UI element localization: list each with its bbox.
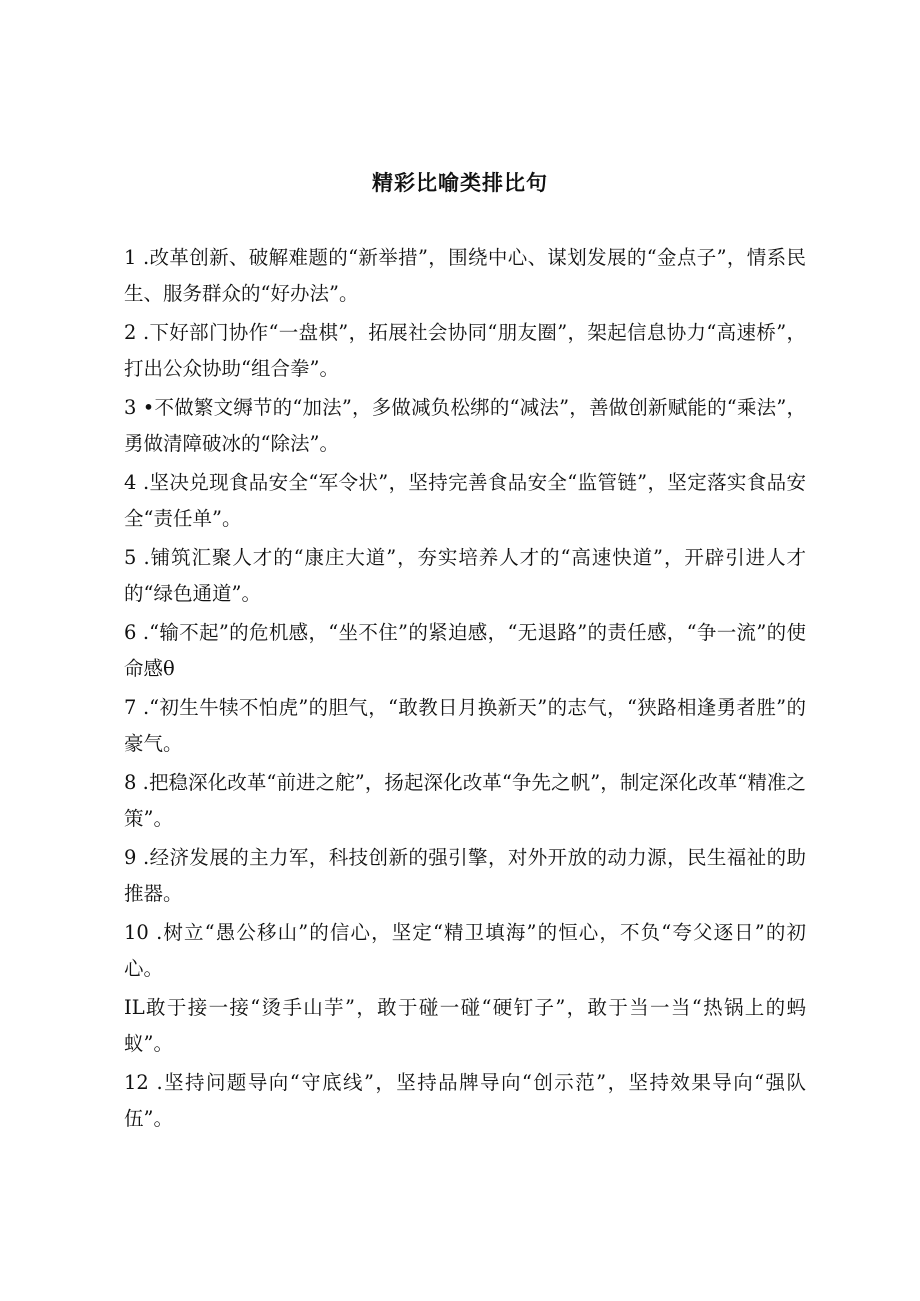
list-item: 12 .坚持问题导向“守底线”，坚持品牌导向“创示范”，坚持效果导向“强队伍”。 — [124, 1071, 806, 1130]
list-item: 6 .“输不起”的危机感，“坐不住”的紧迫感，“无退路”的责任感，“争一流”的使命感θ — [124, 621, 806, 680]
list-item: 3 •不做繁文缛节的“加法”，多做减负松绑的“减法”，善做创新赋能的“乘法”，勇做清障破冰的“除法”。 — [124, 396, 806, 455]
list-item: 8 .把稳深化改革“前进之舵”，扬起深化改革“争先之帆”，制定深化改革“精准之策”。 — [124, 771, 806, 830]
sentence-list — [124, 240, 806, 1140]
list-item: 2 .下好部门协作“一盘棋”，拓展社会协同“朋友圈”，架起信息协力“高速桥”，打出公众协助“组合拳”。 — [124, 321, 806, 380]
list-item: 1 .改革创新、破解难题的“新举措”，围绕中心、谋划发展的“金点子”，情系民生、服务群众的“好办法”。 — [124, 246, 806, 305]
list-item: 5 .铺筑汇聚人才的“康庄大道”，夯实培养人才的“高速快道”，开辟引进人才的“绿色通道”。 — [124, 546, 806, 605]
list-item: 4 .坚决兑现食品安全“军令状”，坚持完善食品安全“监管链”，坚定落实食品安全“责任单”。 — [124, 471, 806, 530]
list-item: 7 .“初生牛犊不怕虎”的胆气，“敢教日月换新天”的志气，“狭路相逢勇者胜”的豪气。 — [124, 696, 806, 755]
list-item: 9 .经济发展的主力军，科技创新的强引擎，对外开放的动力源，民生福祉的助推器。 — [124, 846, 806, 905]
list-item: 10 .树立“愚公移山”的信心，坚定“精卫填海”的恒心，不负“夸父逐日”的初心。 — [124, 921, 806, 980]
list-item: IL敢于接一接“烫手山芋”，敢于碰一碰“硬钉子”，敢于当一当“热锅上的蚂蚁”。 — [124, 996, 806, 1055]
page-title: 精彩比喻类排比句 — [372, 171, 548, 195]
